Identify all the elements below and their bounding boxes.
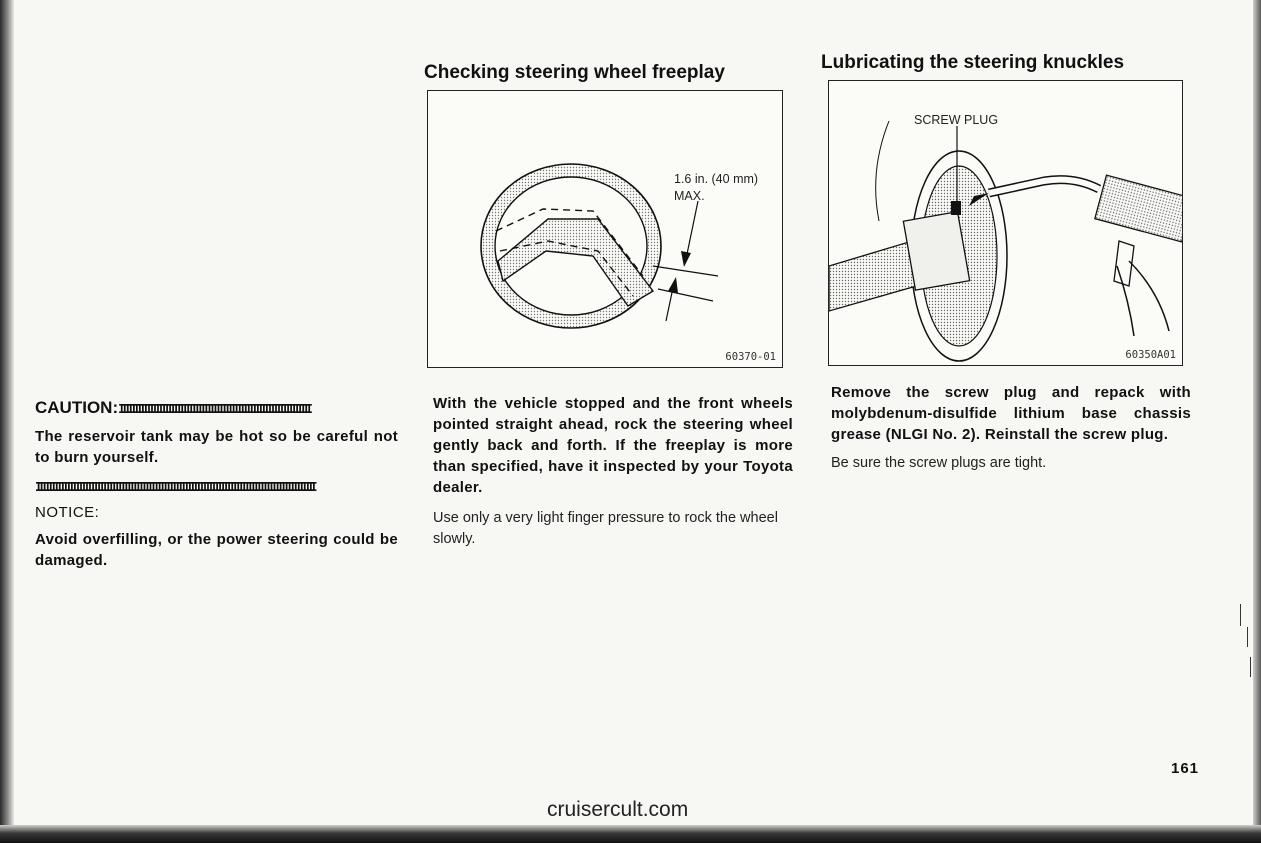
steering-wheel-figure — [427, 90, 783, 368]
caution-block — [35, 398, 398, 418]
notice-title: NOTICE: — [35, 504, 100, 521]
left-column — [35, 398, 398, 571]
knuckle-instruction: Remove the screw plug and repack with molybdenum-disulfide lithium base chassis grease (NLGI No. 2). Reinstall the screw plug. — [831, 384, 1191, 443]
page-number: 161 — [1171, 760, 1200, 777]
freeplay-value: 1.6 in. (40 mm) — [674, 172, 759, 186]
margin-tick — [1240, 604, 1241, 626]
middle-text — [433, 393, 793, 550]
knuckle-illustration — [829, 81, 1182, 365]
freeplay-heading: Checking steering wheel freeplay — [424, 62, 725, 83]
page-edge-right — [1253, 0, 1261, 843]
screw-plug-label: SCREW PLUG — [914, 113, 999, 127]
margin-tick — [1250, 657, 1251, 677]
freeplay-max: MAX. — [674, 189, 705, 203]
screw-plug — [951, 201, 961, 215]
steering-wheel-illustration — [428, 91, 782, 367]
notice-text: Avoid overfilling, or the power steering could be damaged. — [35, 531, 398, 569]
figure-code: 60370-01 — [725, 351, 776, 363]
figure-code: 60350A01 — [1125, 349, 1176, 361]
grease-gun — [1095, 175, 1182, 242]
notice-divider: IIIIIIIIIIIIIIIIIIIIIIIIIIIIIIIIIIIIIIIIIIIIIIIIIIIIIIIIIIIIIIIIIIIIIIIIIIIIIIIIIIIIIIIIIIII — [35, 480, 314, 494]
caution-text: The reservoir tank may be hot so be careful not to burn yourself. — [35, 428, 398, 466]
screw-plug-figure — [828, 80, 1183, 366]
page-edge-bottom — [0, 825, 1261, 843]
watermark: cruisercult.com — [547, 798, 689, 821]
freeplay-instruction: With the vehicle stopped and the front wheels pointed straight ahead, rock the steering wheel gently back and forth. If the freeplay is more than specified, have it inspected by your Toyota dealer. — [433, 395, 793, 496]
knuckle-note: Be sure the screw plugs are tight. — [831, 455, 1047, 471]
arrow-down-icon — [681, 251, 691, 267]
freeplay-note: Use only a very light finger pressure to rock the wheel slowly. — [433, 510, 778, 547]
arrow-up-icon — [668, 277, 678, 293]
margin-tick — [1247, 627, 1248, 647]
caution-title: CAUTION: — [35, 398, 119, 417]
freeplay-measure-label — [674, 171, 758, 205]
right-text — [831, 382, 1191, 474]
knuckle-heading: Lubricating the steering knuckles — [821, 52, 1125, 73]
caution-rule: IIIIIIIIIIIIIIIIIIIIIIIIIIIIIIIIIIIIIIIIIIIIIIIIIIIIIIIIIIIIIII — [118, 402, 309, 416]
page-edge-left — [0, 0, 14, 843]
